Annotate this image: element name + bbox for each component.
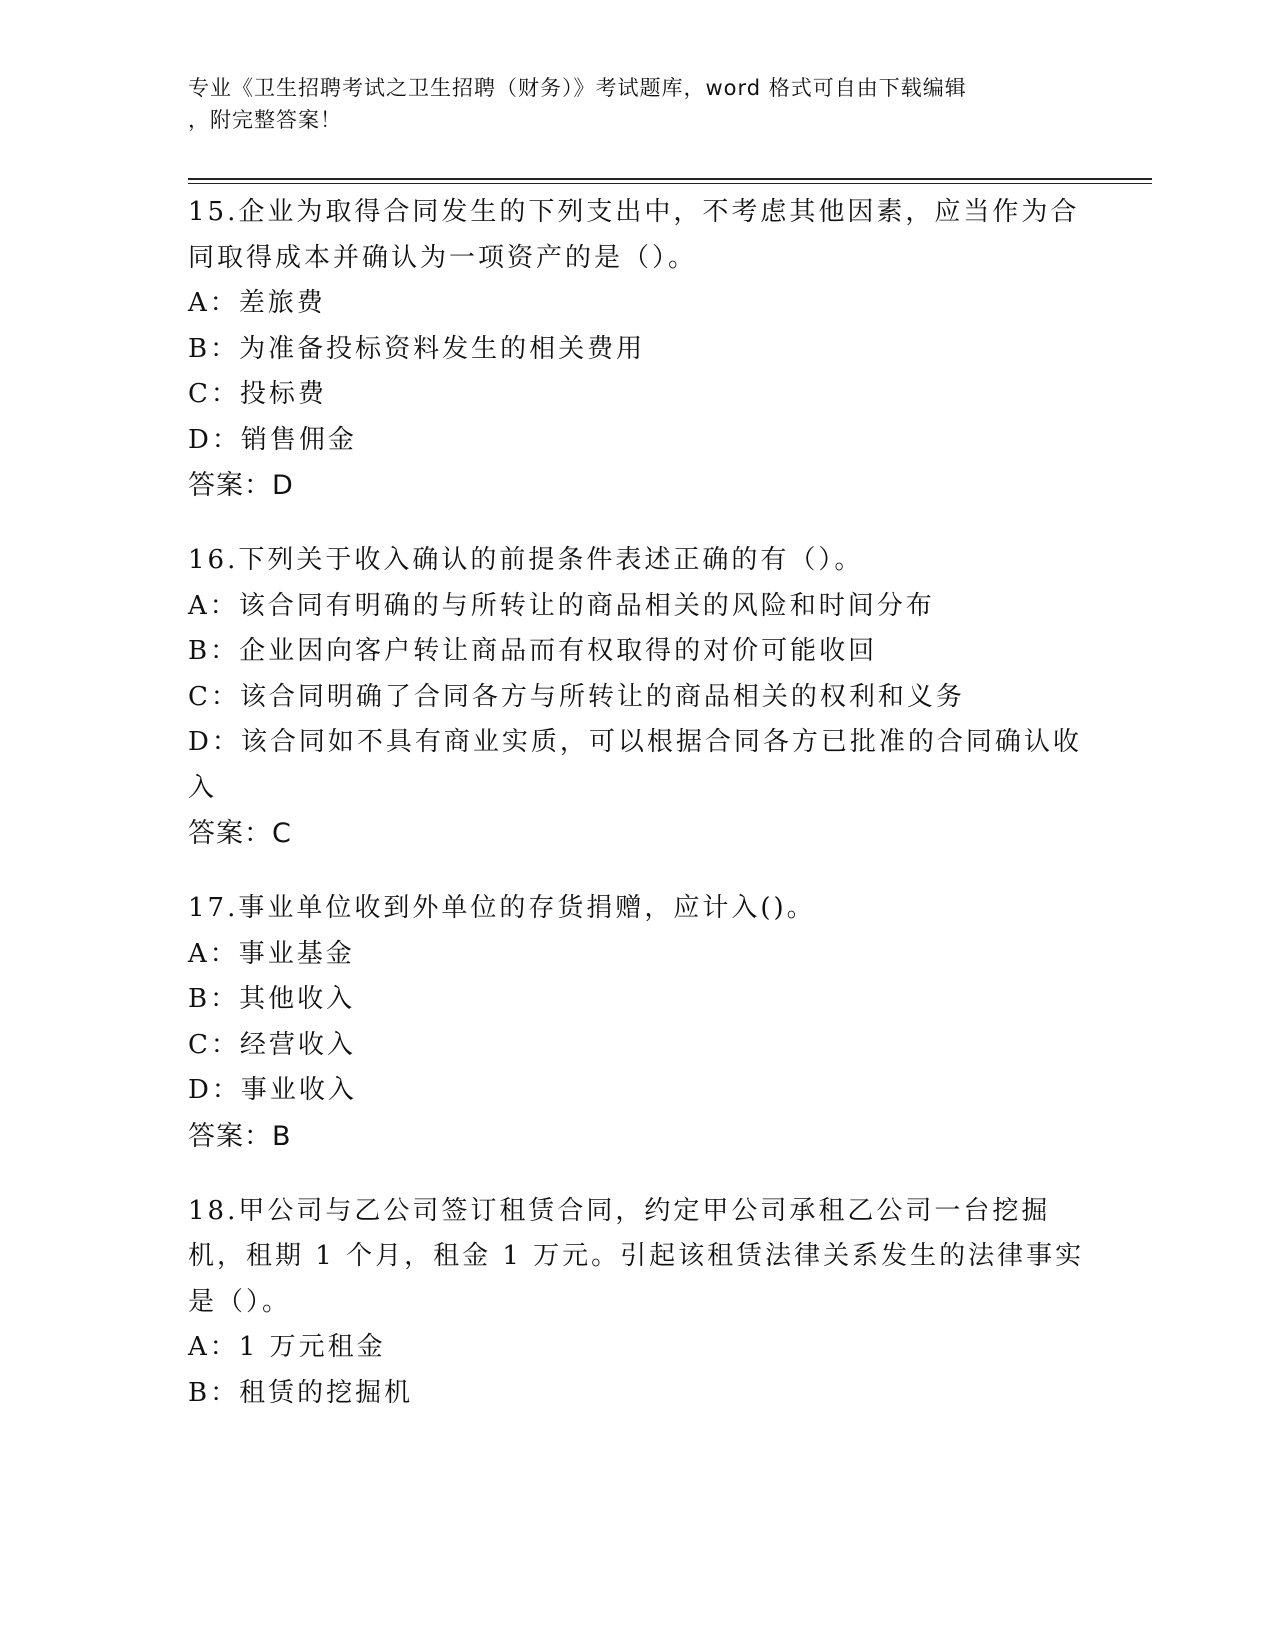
question-16 bbox=[188, 538, 1088, 856]
question-stem: 16.下列关于收入确认的前提条件表述正确的有（）。 bbox=[188, 545, 864, 575]
option-c: C：该合同明确了合同各方与所转让的商品相关的权利和义务 bbox=[188, 681, 965, 712]
header-divider-thin bbox=[188, 183, 1152, 184]
option-a: A：事业基金 bbox=[188, 938, 355, 969]
option-b: B：其他收入 bbox=[188, 984, 356, 1014]
option-a: A：该合同有明确的与所转让的商品相关的风险和时间分布 bbox=[188, 590, 935, 621]
question-stem: 15.企业为取得合同发生的下列支出中，不考虑其他因素，应当作为合同取得成本并确认为一项资产的是（）。 bbox=[188, 197, 1080, 273]
question-15 bbox=[188, 190, 1088, 508]
option-d: D：该合同如不具有商业实质，可以根据合同各方已批准的合同确认收入 bbox=[188, 727, 1082, 803]
question-list bbox=[188, 190, 1088, 1446]
option-c: C：投标费 bbox=[188, 379, 327, 409]
option-d: D：事业收入 bbox=[188, 1075, 357, 1105]
answer: 答案：C bbox=[188, 818, 292, 849]
question-18 bbox=[188, 1189, 1088, 1417]
answer: 答案：D bbox=[188, 470, 294, 501]
option-d: D：销售佣金 bbox=[188, 424, 357, 455]
document-header bbox=[188, 72, 1088, 136]
option-a: A：差旅费 bbox=[188, 288, 326, 318]
option-b: B：租赁的挖掘机 bbox=[188, 1377, 414, 1408]
option-c: C：经营收入 bbox=[188, 1029, 356, 1060]
question-stem: 17.事业单位收到外单位的存货捐赠，应计入()。 bbox=[188, 893, 816, 923]
option-b: B：为准备投标资料发生的相关费用 bbox=[188, 333, 646, 364]
option-a: A：1 万元租金 bbox=[188, 1332, 386, 1362]
header-divider bbox=[188, 178, 1152, 180]
question-17 bbox=[188, 886, 1088, 1159]
header-line-2: ，附完整答案！ bbox=[188, 108, 342, 132]
header-line-1: 专业《卫生招聘考试之卫生招聘（财务）》考试题库，word 格式可自由下载编辑 bbox=[188, 76, 967, 100]
answer: 答案：B bbox=[188, 1120, 292, 1152]
question-stem: 18.甲公司与乙公司签订租赁合同，约定甲公司承租乙公司一台挖掘机，租期 1 个月，租金 1 万元。引起该租赁法律关系发生的法律事实是（）。 bbox=[188, 1195, 1085, 1317]
option-b: B：企业因向客户转让商品而有权取得的对价可能收回 bbox=[188, 636, 878, 666]
